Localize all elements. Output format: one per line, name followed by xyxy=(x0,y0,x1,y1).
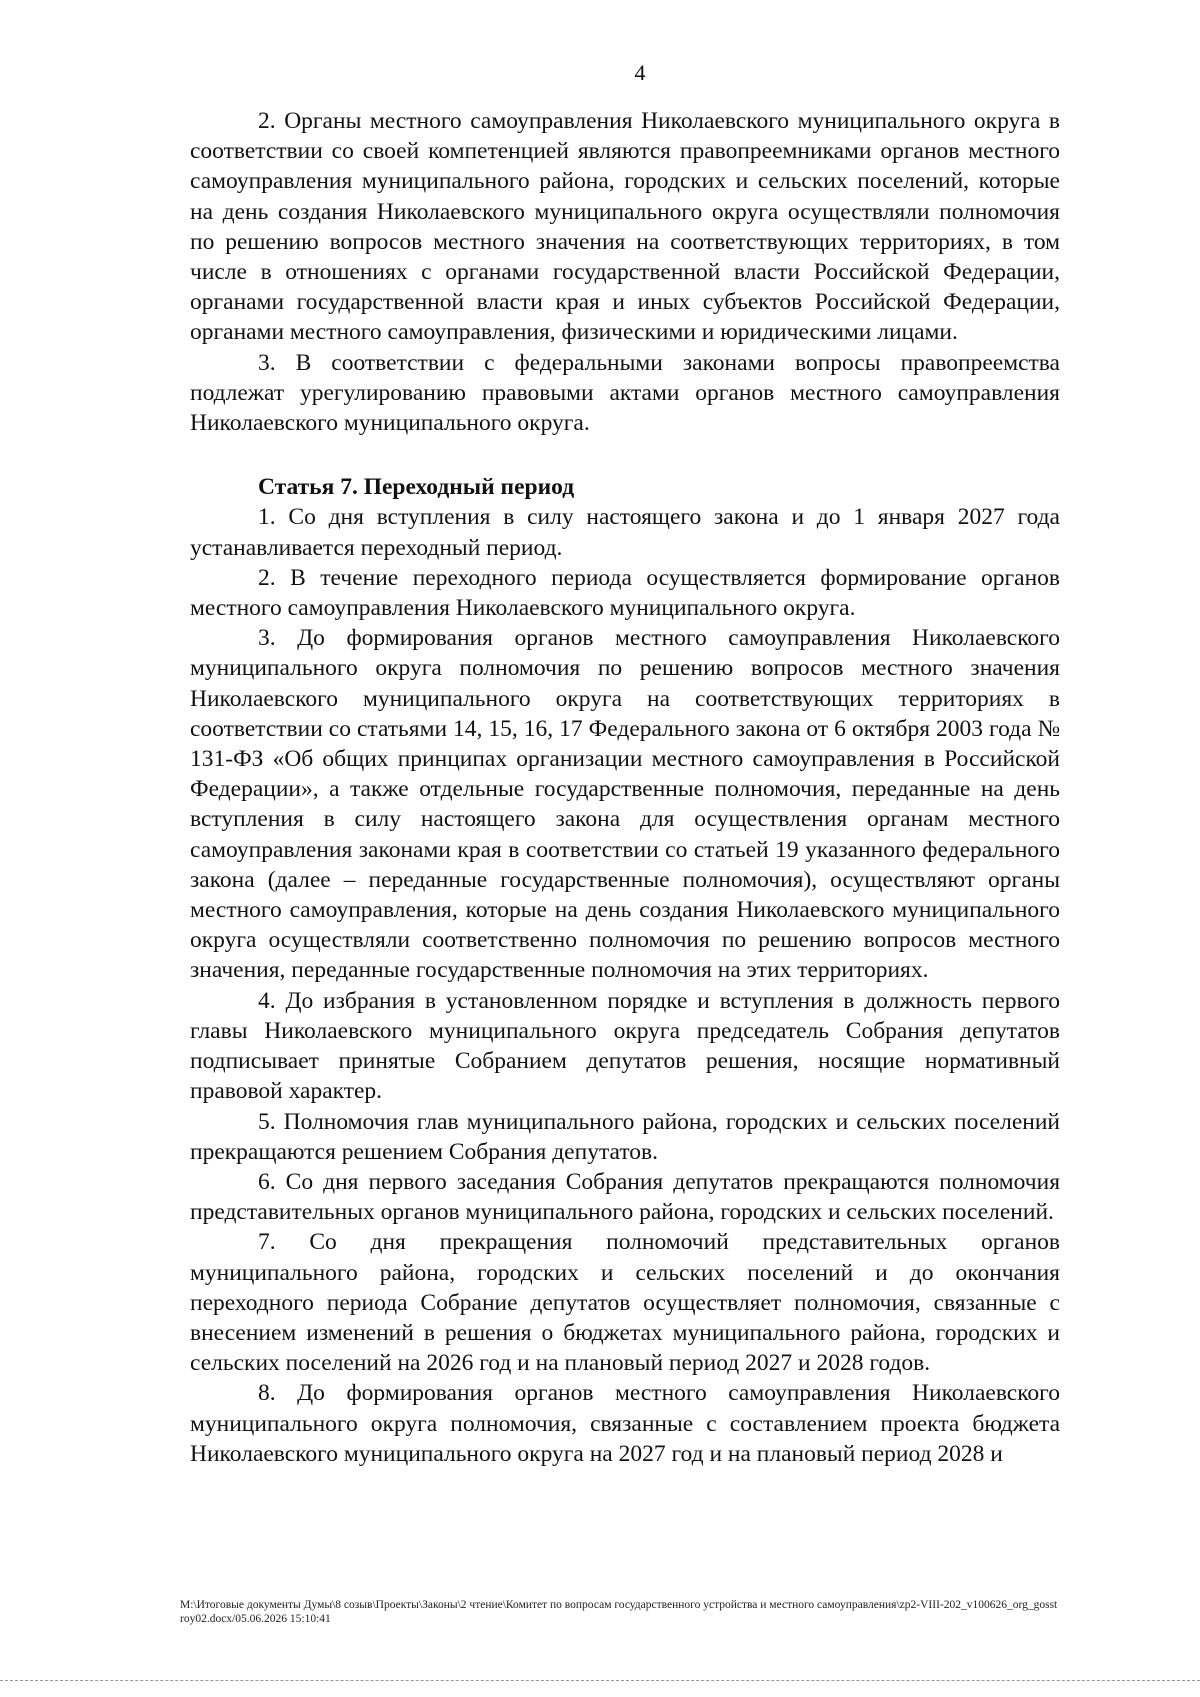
article-paragraph-7: 7. Со дня прекращения полномочий представительных органов муниципального района, городских и сельских поселений и до окончания переходного периода Собрание депутатов осуществляет полномочия, связанные с внесением изменений в решения о бюджетах муниципального района, городских и сельских поселений на 2026 год и на плановый период 2027 и 2028 годов. xyxy=(190,1229,1060,1377)
document-body xyxy=(190,106,1060,1469)
page-bottom-divider xyxy=(0,1680,1200,1682)
article-paragraph-1: 1. Со дня вступления в силу настоящего закона и до 1 января 2027 года устанавливается переходный период. xyxy=(190,504,1060,561)
article-paragraph-2: 2. В течение переходного периода осуществляется формирование органов местного самоуправления Николаевского муниципального округа. xyxy=(190,564,1060,622)
page-number: 4 xyxy=(634,60,646,85)
article-paragraph-8: 8. До формирования органов местного самоуправления Николаевского муниципального округа полномочия, связанные с составлением проекта бюджета Николаевского муниципального округа на 2027 год и на плановый период 2028 и xyxy=(190,1380,1060,1467)
article-paragraph-3: 3. До формирования органов местного самоуправления Николаевского муниципального округа полномочия по решению вопросов местного значения Николаевского муниципального округа на соответствующих территориях в соответствии со статьями 14, 15, 16, 17 Федерального закона от 6 октября 2003 года № 131-ФЗ «Об общих принципах организации местного самоуправления в Российской Федерации», а также отдельные государственные полномочия, переданные на день вступления в силу настоящего закона для осуществления органам местного самоуправления законами края в соответствии со статьей 19 указанного федерального закона (далее – переданные государственные полномочия), осуществляют органы местного самоуправления, которые на день создания Николаевского муниципального округа осуществляли соответственно полномочия по решению вопросов местного значения, переданные государственные полномочия на этих территориях. xyxy=(190,625,1060,984)
paragraph-3: 3. В соответствии с федеральными законами вопросы правопреемства подлежат урегулированию правовыми актами органов местного самоуправления Николаевского муниципального округа. xyxy=(190,349,1060,437)
article-paragraph-6: 6. Со дня первого заседания Собрания депутатов прекращаются полномочия представительных органов муниципального района, городских и сельских поселений. xyxy=(190,1168,1060,1226)
article-paragraph-5: 5. Полномочия глав муниципального района, городских и сельских поселений прекращаются решением Собрания депутатов. xyxy=(190,1108,1060,1165)
paragraph-2: 2. Органы местного самоуправления Николаевского муниципального округа в соответствии со своей компетенцией являются правопреемниками органов местного самоуправления муниципального района, городских и сельских поселений, которые на день создания Николаевского муниципального округа осуществляли полномочия по решению вопросов местного значения на соответствующих территориях, в том числе в отношениях с органами государственной власти Российской Федерации, органами государственной власти края и иных субъектов Российской Федерации, органами местного самоуправления, физическими и юридическими лицами. xyxy=(190,108,1060,346)
article-paragraph-4: 4. До избрания в установленном порядке и вступления в должность первого главы Николаевского муниципального округа председатель Собрания депутатов подписывает принятые Собранием депутатов решения, носящие нормативный правовой характер. xyxy=(190,987,1060,1105)
article-heading: Статья 7. Переходный период xyxy=(258,474,575,501)
footer-file-path: M:\Итоговые документы Думы\8 созыв\Проекты\Законы\2 чтение\Комитет по вопросам государственного устройства и местного самоуправления\zp2-VIII-202_v100626_org_gosstroy02.docx/05.06.2026 15:10:41 xyxy=(180,1599,1058,1625)
